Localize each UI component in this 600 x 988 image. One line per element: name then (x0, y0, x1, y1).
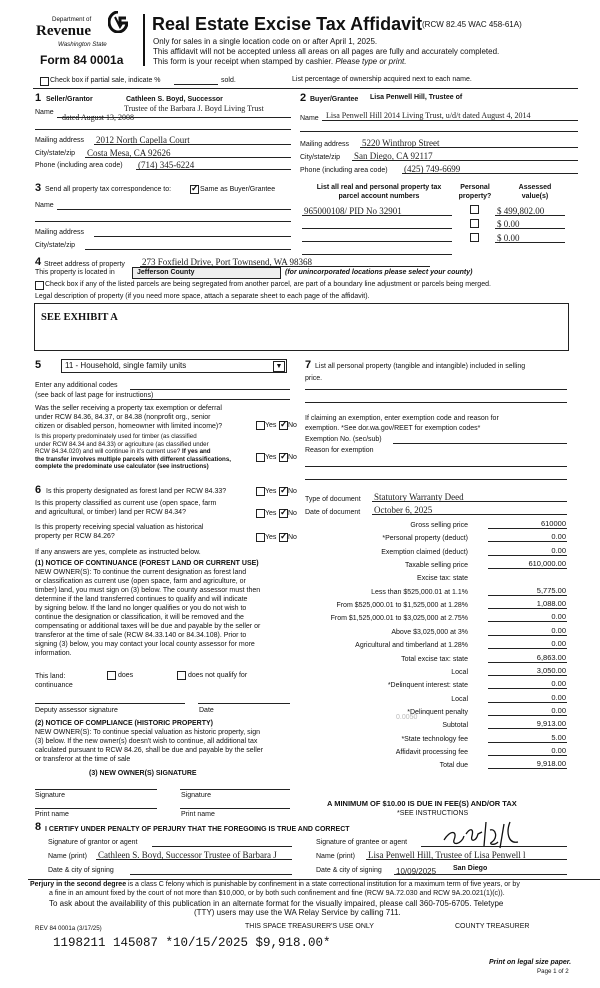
buyer-mail-field[interactable] (360, 147, 578, 148)
header-note1: Only for sales in a single location code on or after April 1, 2025. (153, 37, 378, 46)
segregated-checkbox[interactable] (35, 281, 44, 290)
notice-line: determine if the land transferred continues to qualify and will indicate (35, 596, 248, 603)
land-use-value: 11 - Household, single family units (65, 361, 187, 370)
tax-row-value: 610,000.00 (528, 559, 566, 568)
tax-row-value: 0.00 (551, 706, 566, 715)
perjury-line2: a fine in an amount fixed by the court of not more than $10,000, or by both such confinement and fine (RCW 9A.72.030 and RCW 9A.20.021(1)(c)). (49, 890, 505, 897)
tax-row-field[interactable] (488, 715, 567, 716)
tax-row-value: 5.00 (551, 733, 566, 742)
q6-3-yes-checkbox[interactable] (256, 533, 265, 542)
tax-row-value: 0.00 (551, 679, 566, 688)
does-not-qualify-checkbox[interactable] (177, 671, 186, 680)
tax-row-label: Excise tax: state (417, 575, 468, 582)
notice-line: signing (3) below, you may contact your local county assessor for more (35, 641, 255, 648)
doc-date-value: October 6, 2025 (374, 505, 433, 515)
tax-row-label: Less than $525,000.01 at 1.1% (371, 589, 468, 596)
tax-row-label: From $1,525,000.01 to $3,025,000 at 2.75% (330, 615, 468, 622)
q6-2-no-checkbox[interactable] (279, 509, 288, 518)
grantee-name-field[interactable] (366, 859, 567, 860)
q6-1: Is this property designated as forest land per RCW 84.33? (46, 488, 227, 495)
partial-percent-field[interactable] (174, 84, 218, 85)
tax-row-value: 0.00 (551, 626, 566, 635)
tax-row-label: Subtotal (442, 722, 468, 729)
parcel-field[interactable] (302, 241, 452, 242)
notice-line: calculated pursuant to RCW 84.26, shall be due and payable by the seller (35, 747, 264, 754)
local-rate: 0.0050 (396, 714, 418, 721)
assessed-field[interactable] (495, 228, 565, 229)
buyer-city-value: San Diego, CA 92117 (354, 151, 433, 161)
seller-phone-value: (714) 345-6224 (138, 160, 195, 170)
segregated-label: Check box if any of the listed parcels are being segregated from another parcel, are part of a boundary line adjustment or parcels being merged. (45, 281, 491, 288)
sig-grantee-label: Signature of grantee or agent (316, 839, 408, 846)
deputy-date-field[interactable] (198, 703, 290, 704)
corr-name-field[interactable] (57, 209, 291, 210)
tax-row-value: 5,775.00 (536, 586, 566, 595)
parcel-number: 965000108/ PID No 32901 (304, 206, 402, 216)
sig-grantor-label: Signature of grantor or agent (48, 839, 138, 846)
no-label: No (288, 534, 297, 541)
tax-row-value: 6,863.00 (536, 653, 566, 662)
q6-1-yes-checkbox[interactable] (256, 487, 265, 496)
dept-line1: Department of (52, 16, 92, 23)
tax-row-field[interactable] (488, 555, 567, 556)
seller-mail-value: 2012 North Capella Court (96, 135, 190, 145)
tax-row-label: Agricultural and timberland at 1.28% (355, 642, 468, 649)
section-7-number: 7 (305, 359, 312, 371)
notice-line: transferor at the time of sale (RCW 84.33.140 or 84.34.108). Prior to (35, 632, 247, 639)
ask-line2: (TTY) users may use the WA Relay Service by calling 711. (194, 908, 401, 917)
county-value: Jefferson County (137, 269, 195, 276)
deputy-signature-field[interactable] (35, 703, 185, 704)
treasurer-only: THIS SPACE TREASURER'S USE ONLY (245, 923, 374, 930)
buyer-name-line2: Lisa Penwell Hill 2014 Living Trust, u/d/t dated August 4, 2014 (326, 111, 531, 120)
header-divider (143, 14, 145, 66)
buyer-phone-label: Phone (including area code) (300, 167, 388, 174)
deputy-label: Deputy assessor signature (35, 707, 118, 714)
print-name-label: Print name (35, 811, 69, 818)
seller-city-field[interactable] (85, 157, 291, 158)
does-label: does (118, 672, 134, 679)
seller-phone-label: Phone (including area code) (35, 162, 123, 169)
q5-1-no-checkbox[interactable] (279, 421, 288, 430)
buyer-name-line1: Lisa Penwell Hill, Trustee of (370, 94, 463, 101)
reason-field[interactable] (305, 466, 567, 467)
assessed-field[interactable] (495, 215, 565, 216)
seller-name-line3: dated August 13, 2008 (62, 113, 134, 122)
tax-row-field[interactable] (488, 755, 567, 756)
chevron-down-icon[interactable]: ▼ (273, 361, 285, 372)
personal-property-line-2[interactable] (305, 402, 567, 403)
minimum-notice: A MINIMUM OF $10.00 IS DUE IN FEE(S) AND/OR TAX (327, 799, 517, 808)
tax-row-label: Local (451, 669, 468, 676)
grantee-date-value: 10/09/2025 (396, 867, 437, 876)
tax-row-label: Gross selling price (410, 522, 468, 529)
seller-mail-label: Mailing address (35, 137, 85, 144)
buyer-name-label: Name (300, 115, 319, 122)
print-name-label-2: Print name (181, 811, 215, 818)
tax-row-value: 0.00 (551, 612, 566, 621)
tax-row-field[interactable] (488, 702, 567, 703)
grantor-name-field[interactable] (96, 859, 292, 860)
same-as-buyer-label: Same as Buyer/Grantee (200, 186, 276, 193)
does-not-label: does not qualify for (188, 672, 248, 679)
tax-row-field[interactable] (488, 635, 567, 636)
exempt-text1: If claiming an exemption, enter exemption code and reason for (305, 415, 499, 422)
tax-row-value: 9,913.00 (536, 719, 566, 728)
section-6-number: 6 (35, 484, 42, 496)
owner-signature-field[interactable] (35, 789, 157, 790)
does-qualify-checkbox[interactable] (107, 671, 116, 680)
ask-line1: To ask about the availability of this publication in an alternate format for the visually impaired, please call 360-705-6705. Teletype (49, 899, 504, 908)
treasurer-stamp: 1198211 145087 *10/15/2025 $9,918.00* (53, 936, 331, 950)
corr-city-field[interactable] (85, 249, 291, 250)
buyer-heading: Buyer/Grantee (310, 96, 359, 103)
form-rcw: (RCW 82.45 WAC 458-61A) (422, 20, 522, 29)
q5-1: Was the seller receiving a property tax exemption or deferral under RCW 84.36, 84.37, or 84.38 (nonprofit org., senior citizen or disabled person, homeowner with limited income)? (35, 405, 223, 430)
legal-description-text: SEE EXHIBIT A (41, 312, 118, 323)
yes-label: Yes (265, 534, 277, 541)
legal-paper-note: Print on legal size paper. (489, 959, 572, 966)
grantor-name-value: Cathleen S. Boyd, Successor Trustee of Barbara J (98, 850, 277, 860)
grantor-date-field[interactable] (130, 874, 292, 875)
personal-property-line[interactable] (305, 389, 567, 390)
assessed-value: $ 0.00 (497, 219, 520, 229)
tax-row-field[interactable] (488, 528, 567, 529)
seller-name-label: Name (35, 109, 54, 116)
same-as-buyer-checkbox[interactable] (190, 185, 199, 194)
q6-2-yes-checkbox[interactable] (256, 509, 265, 518)
tax-row-value: 0.00 (551, 546, 566, 555)
tax-row-value: 1,088.00 (536, 599, 566, 608)
doc-date-field[interactable] (372, 514, 567, 515)
tax-row-value: 0.00 (551, 639, 566, 648)
list-percentage-note: List percentage of ownership acquired next to each name. (292, 76, 472, 83)
this-land-label: This land: continuance (35, 673, 73, 689)
county-select[interactable] (132, 267, 281, 279)
parcel-field[interactable] (302, 215, 452, 216)
buyer-phone-field[interactable] (402, 173, 578, 174)
legal-desc-label: Legal description of property (if you need more space, attach a separate sheet to each page of the affidavit). (35, 293, 370, 300)
seller-heading: Seller/Grantor (46, 96, 93, 103)
yes-label: Yes (265, 422, 277, 429)
q5-1-yes-checkbox[interactable] (256, 421, 265, 430)
parcel-col3-header: Assessed value(s) (518, 184, 552, 200)
county-note: (for unincorporated locations please select your county) (285, 269, 473, 276)
tax-row-label: Affidavit processing fee (395, 749, 468, 756)
tax-row-field[interactable] (488, 541, 567, 542)
partial-sold-label: sold. (221, 77, 236, 84)
street-value: 273 Foxfield Drive, Port Townsend, WA 98368 (142, 257, 313, 267)
grantor-name-label: Name (print) (48, 853, 87, 860)
codes-field[interactable] (130, 389, 290, 390)
dor-emblem-icon (108, 11, 128, 33)
corr-name-label: Name (35, 202, 54, 209)
rev-number: REV 84 0001a (3/17/25) (35, 925, 102, 932)
grantee-name-label: Name (print) (316, 853, 355, 860)
notice-line: NEW OWNER(S): To continue special valuation as historic property, sign (35, 729, 260, 736)
section7-text1: List all personal property (tangible and intangible) included in selling (315, 363, 526, 370)
q6-1-no-checkbox[interactable] (279, 487, 288, 496)
tax-row-label: Taxable selling price (404, 562, 468, 569)
tax-row-value: 0.00 (551, 532, 566, 541)
q5-2-no-checkbox[interactable] (279, 453, 288, 462)
notice-line: or classification as current use (open space, farm and agriculture, or (35, 578, 246, 585)
seller-city-label: City/state/zip (35, 150, 76, 157)
tax-row-label: Exemption claimed (deduct) (381, 549, 468, 556)
dept-line3: Washington State (58, 41, 107, 48)
form-number: Form 84 0001a (40, 53, 124, 67)
new-owner-sig-title: (3) NEW OWNER(S) SIGNATURE (89, 770, 197, 777)
tax-row-label: *Delinquent interest: state (387, 682, 468, 689)
tax-row-value: 0.00 (551, 746, 566, 755)
grantee-city-value: San Diego (453, 865, 488, 872)
tax-row-value: 3,050.00 (536, 666, 566, 675)
seller-city-value: Costa Mesa, CA 92626 (87, 148, 171, 158)
notice-line: information. (35, 650, 72, 657)
located-label: This property is located in (35, 269, 115, 276)
yes-label: Yes (265, 454, 277, 461)
exempt-no-label: Exemption No. (sec/sub) (305, 436, 382, 443)
no-label: No (288, 510, 297, 517)
notice2-body (35, 728, 263, 764)
seller-name-line1: Cathleen S. Boyd, Successor (126, 96, 223, 103)
tax-row-label: *Personal property (deduct) (382, 535, 468, 542)
tax-row-field[interactable] (488, 648, 567, 649)
notice-line: compensating or additional taxes will be due and payable by the seller or (35, 623, 261, 630)
yes-label: Yes (265, 488, 277, 495)
notice1-title: (1) NOTICE OF CONTINUANCE (FOREST LAND OR CURRENT USE) (35, 560, 259, 567)
legal-description-box[interactable] (34, 303, 569, 351)
header-note2: This affidavit will not be accepted unless all areas on all pages are fully and accurately completed. (153, 47, 500, 56)
grantee-signature-icon (440, 818, 530, 852)
corr-city-label: City/state/zip (35, 242, 76, 249)
section-3-number: 3 (35, 182, 42, 194)
section-4-number: 4 (35, 256, 42, 268)
partial-sale-label: Check box if partial sale, indicate % (50, 77, 161, 84)
tax-row-value: 9,918.00 (536, 759, 566, 768)
seller-phone-field[interactable] (136, 169, 291, 170)
tax-row-field[interactable] (488, 768, 567, 769)
notice-line: timber) land, you must sign on (3) below. The county assessor must then (35, 587, 261, 594)
form-title: Real Estate Excise Tax Affidavit (152, 14, 423, 34)
notice-line: or transferor at the time of sale (35, 756, 131, 763)
reason-field-2[interactable] (305, 479, 567, 480)
correspondence-label: Send all property tax correspondence to: (45, 186, 172, 193)
buyer-phone-value: (425) 749-6699 (404, 164, 461, 174)
section-1-number: 1 (35, 92, 42, 104)
q5-2-yes-checkbox[interactable] (256, 453, 265, 462)
grantee-date-field[interactable] (394, 874, 567, 875)
parcel-extra-line[interactable] (302, 254, 452, 255)
tax-row-field[interactable] (488, 595, 567, 596)
grantee-name-value: Lisa Penwell Hill, Trustee of Lisa Penwell l (368, 850, 526, 860)
doc-date-label: Date of document (305, 509, 361, 516)
certify-text: I CERTIFY UNDER PENALTY OF PERJURY THAT THE FOREGOING IS TRUE AND CORRECT (45, 826, 350, 833)
partial-sale-checkbox[interactable] (40, 77, 49, 86)
header-note3: This form is your receipt when stamped by cashier. Please type or print. (153, 57, 407, 66)
divider (33, 88, 578, 89)
parcel-col1-header: List all real and personal property tax parcel account numbers (316, 184, 442, 200)
yes-label: Yes (265, 510, 277, 517)
q6-3-no-checkbox[interactable] (279, 533, 288, 542)
tax-row-field[interactable] (488, 728, 567, 729)
section7-text2: price. (305, 375, 323, 382)
street-label: Street address of property (44, 261, 125, 268)
if-yes-note: If any answers are yes, complete as instructed below. (35, 549, 201, 556)
notice-line: by signing below. If the land no longer qualifies or you do not wish to (35, 605, 247, 612)
tax-row-label: Total due (439, 762, 468, 769)
grantor-signature-field[interactable] (152, 846, 292, 847)
deputy-date-label: Date (199, 707, 214, 714)
buyer-name-field[interactable] (322, 120, 578, 121)
section-2-number: 2 (300, 92, 307, 104)
buyer-name-extra-line[interactable] (300, 131, 578, 132)
tax-row-field[interactable] (488, 688, 567, 689)
county-treasurer: COUNTY TREASURER (455, 923, 530, 930)
corr-mail-label: Mailing address (35, 229, 85, 236)
codes-label: Enter any additional codes (35, 382, 118, 389)
section-8-number: 8 (35, 821, 42, 833)
buyer-mail-label: Mailing address (300, 141, 350, 148)
no-label: No (288, 488, 297, 495)
owner-print-field-2[interactable] (180, 808, 290, 809)
tax-row-label: Above $3,025,000 at 3% (391, 629, 468, 636)
owner-print-field[interactable] (35, 808, 157, 809)
personal-property-checkbox[interactable] (470, 205, 479, 214)
exempt-no-field[interactable] (393, 443, 567, 444)
buyer-city-label: City/state/zip (300, 154, 341, 161)
page-number: Page 1 of 2 (537, 968, 569, 975)
reason-label: Reason for exemption (305, 447, 374, 454)
section-5-number: 5 (35, 359, 42, 371)
tax-row-label: From $525,000.01 to $1,525,000 at 1.28% (336, 602, 468, 609)
tax-row-label: *State technology fee (401, 736, 468, 743)
doc-type-value: Statutory Warranty Deed (374, 492, 464, 502)
personal-property-checkbox[interactable] (470, 233, 479, 242)
assessed-value: $ 499,802.00 (497, 206, 545, 216)
tax-row-value: 0.00 (551, 693, 566, 702)
notice2-title: (2) NOTICE OF COMPLIANCE (HISTORIC PROPERTY) (35, 720, 213, 727)
parcel-col2-header: Personal property? (458, 184, 492, 200)
tax-row-label: *Delinquent penalty (407, 709, 468, 716)
seller-name-line2: Trustee of the Barbara J. Boyd Living Trust (124, 104, 264, 113)
codes-field-2[interactable] (140, 399, 290, 400)
seller-name-extra-line[interactable] (35, 129, 291, 130)
buyer-city-field[interactable] (352, 160, 578, 161)
seller-mail-field[interactable] (94, 144, 291, 145)
tax-row-field[interactable] (488, 742, 567, 743)
q5-2: Is this property predominately used for timber (as classified under RCW 84.34 and 84.33) or agriculture (as classified under RCW 84.34.020) and will continue in it's current use? If yes and the transfer involves multiple parcels with different classifications, complete the predominate use calculator (see instructions) (35, 433, 231, 470)
tax-row-field[interactable] (488, 568, 567, 569)
signature-label: Signature (35, 792, 65, 799)
tax-row-label: Local (451, 696, 468, 703)
assessed-value: $ 0.00 (497, 233, 520, 243)
tax-row-value: 610000 (540, 519, 566, 528)
signature-label-2: Signature (181, 792, 211, 799)
perjury-line1: Perjury in the second degree is a class C felony which is punishable by confinement in a state correctional institution for a maximum term of five years, or by (30, 881, 520, 888)
exempt-text2: exemption. *See dor.wa.gov/REET for exemption codes* (305, 425, 481, 432)
seller-name-field[interactable] (57, 117, 291, 118)
see-instructions: *SEE INSTRUCTIONS (397, 810, 469, 817)
tax-row-field[interactable] (488, 608, 567, 609)
grantor-date-label: Date & city of signing (48, 867, 114, 874)
land-use-select[interactable] (61, 359, 287, 373)
tax-row-label: Total excise tax: state (401, 656, 468, 663)
tax-row-field[interactable] (488, 662, 567, 663)
owner-signature-field-2[interactable] (180, 789, 290, 790)
tax-row-field[interactable] (488, 675, 567, 676)
notice-line: NEW OWNER(S): To continue the current designation as forest land (35, 569, 247, 576)
q6-3: Is this property receiving special valuation as historical property per RCW 84.26? (35, 524, 204, 540)
codes-note: (see back of last page for instructions) (35, 392, 154, 399)
notice-line: (3) below. If the new owner(s) doesn't wish to continue, all additional tax (35, 738, 258, 745)
tax-row-field[interactable] (488, 621, 567, 622)
buyer-mail-value: 5220 Winthrop Street (362, 138, 440, 148)
q6-2: Is this property classified as current use (open space, farm and agricultural, or timber) land per RCW 84.34? (35, 500, 217, 516)
corr-mail-field[interactable] (94, 236, 291, 237)
personal-property-checkbox[interactable] (470, 219, 479, 228)
corr-name-extra-line[interactable] (35, 221, 291, 222)
parcel-field[interactable] (302, 228, 452, 229)
no-label: No (288, 454, 297, 461)
doc-type-field[interactable] (372, 501, 567, 502)
assessed-field[interactable] (495, 242, 565, 243)
notice-line: continue the designation or classification, it will be removed and the (35, 614, 244, 621)
grantee-date-label: Date & city of signing (316, 867, 382, 874)
doc-type-label: Type of document (305, 496, 361, 503)
notice1-body (35, 568, 260, 658)
dept-revenue: Revenue (36, 23, 91, 39)
no-label: No (288, 422, 297, 429)
